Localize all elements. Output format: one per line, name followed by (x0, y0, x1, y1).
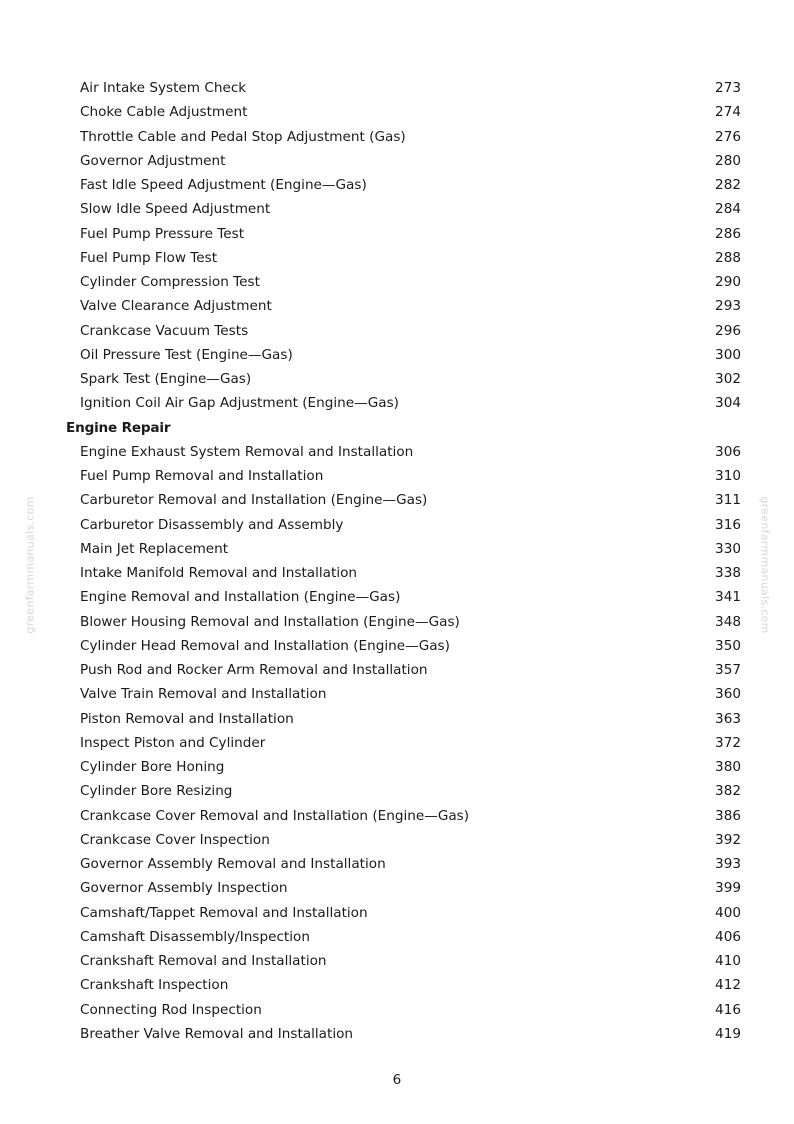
toc-entry-title: Engine Removal and Installation (Engine—Gas) (80, 589, 401, 606)
toc-entry-page-number: 311 (715, 492, 741, 509)
toc-entry-page-number: 290 (715, 274, 741, 290)
toc-entry (0, 828, 794, 852)
toc-entry-page-number: 310 (715, 468, 741, 484)
toc-entry-title: Governor Assembly Inspection (80, 880, 288, 897)
toc-entry-page-number: 386 (715, 807, 741, 824)
toc-entry-title: Camshaft/Tappet Removal and Installation (80, 904, 368, 921)
toc-entry (0, 513, 794, 537)
toc-entry-title: Throttle Cable and Pedal Stop Adjustment (Gas) (80, 128, 406, 145)
toc-entry (0, 998, 794, 1022)
toc-entry-title: Blower Housing Removal and Installation (Engine—Gas) (80, 613, 460, 630)
toc-entry-title: Slow Idle Speed Adjustment (80, 201, 271, 218)
toc-entry (0, 488, 794, 512)
toc-entry-title: Breather Valve Removal and Installation (80, 1025, 354, 1042)
toc-entry-page-number: 273 (715, 80, 741, 96)
toc-entry-title: Cylinder Compression Test (80, 274, 260, 290)
toc-entry (0, 125, 794, 149)
toc-entry (0, 246, 794, 270)
toc-entry (0, 561, 794, 585)
toc-entry-title: Cylinder Bore Honing (80, 759, 225, 775)
toc-entry (0, 76, 794, 100)
toc-entry (0, 585, 794, 609)
page-number: 6 (392, 1072, 402, 1088)
toc-entry-page-number: 306 (715, 443, 741, 460)
toc-entry-page-number: 288 (715, 249, 741, 266)
toc-entry (0, 852, 794, 876)
toc-entry-title: Air Intake System Check (80, 80, 247, 96)
toc-entry-page-number: 293 (715, 298, 741, 315)
toc-entry-page-number: 284 (715, 201, 741, 218)
toc-entry (0, 319, 794, 343)
toc-entry-title: Fast Idle Speed Adjustment (Engine—Gas) (80, 177, 367, 193)
toc-entry (0, 100, 794, 124)
toc-entry-page-number: 410 (715, 953, 741, 969)
toc-entry (0, 391, 794, 415)
toc-entry (0, 755, 794, 779)
toc-entry-title: Crankcase Cover Removal and Installation (Engine—Gas) (80, 807, 470, 824)
toc-entry-page-number: 296 (715, 322, 741, 339)
toc-entry-page-number: 360 (715, 686, 741, 703)
toc-entry-title: Intake Manifold Removal and Installation (80, 565, 358, 581)
toc-entry-title: Governor Assembly Removal and Installation (80, 856, 386, 872)
toc-entry-title: Spark Test (Engine—Gas) (80, 371, 252, 387)
toc-entry-title: Fuel Pump Flow Test (80, 249, 218, 266)
toc-entry-title: Crankcase Cover Inspection (80, 831, 270, 848)
toc-entry-title: Crankcase Vacuum Tests (80, 322, 249, 339)
toc-entry-page-number: 412 (715, 977, 741, 994)
toc-entry-title: Valve Clearance Adjustment (80, 298, 272, 315)
toc-entry (0, 294, 794, 318)
toc-entry (0, 973, 794, 997)
toc-entry-title: Crankshaft Inspection (80, 977, 229, 994)
toc-entry-page-number: 341 (715, 589, 741, 606)
toc-entry-page-number: 399 (715, 880, 741, 897)
toc-entry-page-number: 350 (715, 637, 741, 654)
toc-entry (0, 658, 794, 682)
toc-entry (0, 440, 794, 464)
toc-entry (0, 343, 794, 367)
toc-entry (0, 610, 794, 634)
toc-entry-page-number: 330 (715, 540, 741, 557)
toc-entry-title: Valve Train Removal and Installation (80, 686, 327, 703)
toc-entry-title: Push Rod and Rocker Arm Removal and Installation (80, 662, 428, 678)
toc-entry-page-number: 416 (715, 1001, 741, 1018)
toc-entry-title: Fuel Pump Removal and Installation (80, 468, 324, 484)
toc-entry-page-number: 380 (715, 759, 741, 775)
watermark-right: greenfarmmanuals.com (758, 496, 772, 634)
toc-entry-title: Oil Pressure Test (Engine—Gas) (80, 346, 293, 363)
toc-entry-page-number: 400 (715, 904, 741, 921)
toc-entry-page-number: 357 (715, 662, 741, 678)
toc-entry-page-number: 280 (715, 152, 741, 169)
toc-entry-page-number: 282 (715, 177, 741, 193)
toc-entry (0, 925, 794, 949)
toc-section-heading (0, 416, 794, 440)
toc-entry-page-number: 393 (715, 856, 741, 872)
toc-entry (0, 707, 794, 731)
toc-entry (0, 949, 794, 973)
toc-entry-title: Choke Cable Adjustment (80, 104, 248, 121)
toc-entry-page-number: 304 (715, 395, 741, 412)
toc-entry (0, 173, 794, 197)
toc-entry-title: Cylinder Head Removal and Installation (Engine—Gas) (80, 637, 450, 654)
watermark-left: greenfarmmanuals.com (23, 496, 37, 634)
toc-entry-title: Main Jet Replacement (80, 540, 229, 557)
toc-entry (0, 222, 794, 246)
toc-entry-title: Cylinder Bore Resizing (80, 783, 233, 800)
toc-entry (0, 367, 794, 391)
toc-entry-title: Ignition Coil Air Gap Adjustment (Engine—Gas) (80, 395, 399, 412)
toc-entry-title: Connecting Rod Inspection (80, 1001, 262, 1018)
toc-entry (0, 779, 794, 803)
toc-entry-title: Carburetor Removal and Installation (Engine—Gas) (80, 492, 428, 509)
toc-entry-title: Piston Removal and Installation (80, 710, 294, 727)
table-of-contents (0, 76, 794, 1046)
toc-entry (0, 464, 794, 488)
toc-entry-page-number: 372 (715, 734, 741, 751)
toc-entry-title: Inspect Piston and Cylinder (80, 734, 266, 751)
toc-entry (0, 1022, 794, 1046)
toc-entry-title: Fuel Pump Pressure Test (80, 225, 245, 242)
toc-entry-page-number: 286 (715, 225, 741, 242)
toc-entry (0, 682, 794, 706)
toc-entry-title: Camshaft Disassembly/Inspection (80, 928, 310, 945)
toc-heading-title: Engine Repair (66, 419, 171, 436)
toc-entry (0, 537, 794, 561)
toc-entry-page-number: 338 (715, 565, 741, 581)
toc-entry-title: Carburetor Disassembly and Assembly (80, 516, 344, 533)
toc-entry-page-number: 382 (715, 783, 741, 800)
toc-entry-title: Engine Exhaust System Removal and Installation (80, 443, 414, 460)
toc-entry-page-number: 406 (715, 928, 741, 945)
toc-entry (0, 731, 794, 755)
toc-entry-page-number: 274 (715, 104, 741, 121)
toc-entry-page-number: 302 (715, 371, 741, 387)
toc-entry-page-number: 300 (715, 346, 741, 363)
toc-entry (0, 901, 794, 925)
toc-entry-page-number: 276 (715, 128, 741, 145)
toc-entry-page-number: 392 (715, 831, 741, 848)
toc-entry-page-number: 316 (715, 516, 741, 533)
toc-entry-page-number: 363 (715, 710, 741, 727)
toc-entry (0, 876, 794, 900)
toc-entry (0, 804, 794, 828)
toc-entry-title: Governor Adjustment (80, 152, 226, 169)
toc-entry-page-number: 348 (715, 613, 741, 630)
toc-entry (0, 270, 794, 294)
toc-entry (0, 197, 794, 221)
toc-entry (0, 149, 794, 173)
toc-entry-title: Crankshaft Removal and Installation (80, 953, 327, 969)
toc-entry-page-number: 419 (715, 1025, 741, 1042)
toc-entry (0, 634, 794, 658)
